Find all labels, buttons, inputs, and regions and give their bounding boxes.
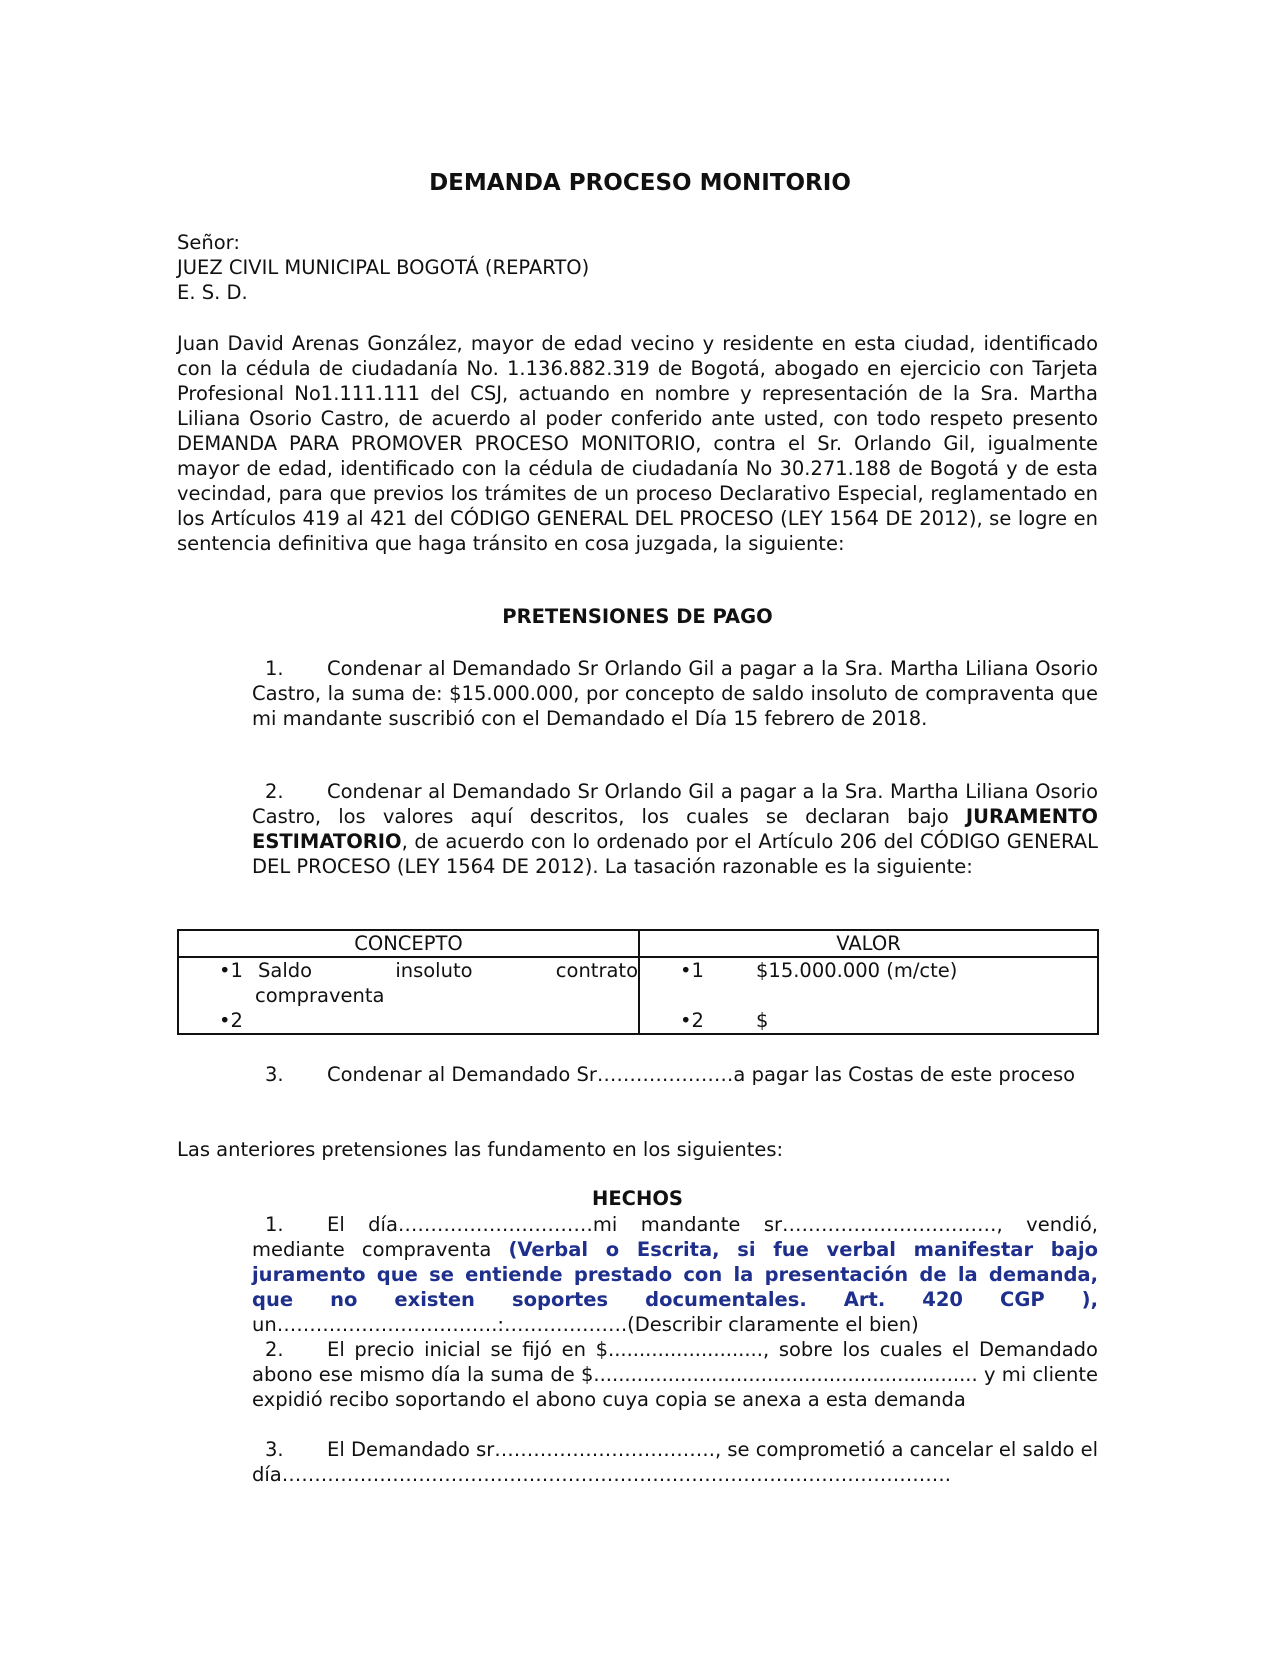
addressee-esd: E. S. D. (177, 281, 248, 304)
addressee-salutation: Señor: (177, 231, 240, 254)
pretension-3-text: Condenar al Demandado Sr…………………a pagar las Costas de este proceso (327, 1063, 1076, 1086)
pretension-1 (252, 656, 1098, 731)
hecho-3 (252, 1437, 1098, 1487)
pretension-2-bold: JURAMENTO ESTIMATORIO (252, 805, 1098, 853)
tasacion-table (177, 929, 1099, 1035)
hechos-heading: HECHOS (592, 1187, 683, 1210)
row-2-value: $ (756, 1009, 769, 1032)
header-concepto: CONCEPTO (178, 930, 639, 957)
pretensiones-heading: PRETENSIONES DE PAGO (502, 605, 773, 628)
hecho-1 (252, 1212, 1098, 1337)
pretension-2-text-b: , de acuerdo con lo ordenado por el Artículo 206 del CÓDIGO GENERAL DEL PROCESO (LEY 1564 DE 2012). La tasación razonable es la siguiente: (252, 830, 1098, 878)
row-2-bullet-left: •2 (219, 1009, 243, 1032)
hecho-1-note: (Verbal o Escrita, si fue verbal manifestar bajo juramento que se entiende prestado con la presentación de la demanda, que no existen soportes documentales. Art. 420 CGP ), (252, 1238, 1098, 1311)
hecho-2 (252, 1337, 1098, 1412)
pretension-2-text-a: Condenar al Demandado Sr Orlando Gil a pagar a la Sra. Martha Liliana Osorio Castro, los valores aquí descritos, los cuales se declaran bajo (252, 780, 1098, 828)
addressee-court: JUEZ CIVIL MUNICIPAL BOGOTÁ (REPARTO) (177, 256, 590, 279)
pretension-1-text: Condenar al Demandado Sr Orlando Gil a pagar a la Sra. Martha Liliana Osorio Castro, la suma de: $15.000.000, por concepto de saldo insoluto de compraventa que mi mandante suscribió con el Demandado el Día 15 febrero de 2018. (252, 657, 1098, 730)
hecho-3-number: 3. (265, 1438, 284, 1461)
pretension-2-number: 2. (265, 780, 284, 803)
pretension-3-number: 3. (265, 1063, 284, 1086)
hecho-1-text-b: un…………………………….:……………….(Describir claramente el bien) (252, 1313, 919, 1336)
row-1-concept-line2: compraventa (255, 984, 385, 1007)
pretension-3 (252, 1062, 1098, 1087)
hecho-1-text-a: El día…………………………mi mandante sr……………………………, vendió, mediante compraventa (252, 1213, 1098, 1261)
addressee (177, 230, 1098, 305)
hecho-3-text: El Demandado sr……………………………., se comprometió a cancelar el saldo el día…………………………………………………………………………………………. (252, 1438, 1098, 1486)
hecho-2-number: 2. (265, 1338, 284, 1361)
row-1-bullet-left: •1 (219, 959, 243, 982)
concept-cell (178, 957, 639, 1033)
row-1-concept-line1: Saldo insoluto contrato (258, 959, 638, 982)
pretension-1-number: 1. (265, 657, 284, 680)
value-cell (639, 957, 1098, 1033)
fundamento-line: Las anteriores pretensiones las fundamento en los siguientes: (177, 1138, 784, 1161)
hecho-1-number: 1. (265, 1213, 284, 1236)
row-1-bullet-right: •1 (680, 959, 704, 982)
document-title: DEMANDA PROCESO MONITORIO (429, 170, 851, 196)
row-1-value: $15.000.000 (m/cte) (756, 959, 958, 982)
pretension-2 (252, 779, 1098, 879)
table-header-row (178, 930, 1098, 957)
table-row (178, 957, 1098, 1033)
intro-paragraph: Juan David Arenas González, mayor de edad vecino y residente en esta ciudad, identificado con la cédula de ciudadanía No. 1.136.882.319 de Bogotá, abogado en ejercicio con Tarjeta Profesional No1.111.111 del CSJ, actuando en nombre y representación de la Sra. Martha Liliana Osorio Castro, de acuerdo al poder conferido ante usted, con todo respeto presento DEMANDA PARA PROMOVER PROCESO MONITORIO, contra el Sr. Orlando Gil, igualmente mayor de edad, identificado con la cédula de ciudadanía No 30.271.188 de Bogotá y de esta vecindad, para que previos los trámites de un proceso Declarativo Especial, reglamentado en los Artículos 419 al 421 del CÓDIGO GENERAL DEL PROCESO (LEY 1564 DE 2012), se logre en sentencia definitiva que haga tránsito en cosa juzgada, la siguiente: (177, 332, 1098, 555)
row-2-bullet-right: •2 (680, 1009, 704, 1032)
header-valor: VALOR (639, 930, 1098, 957)
hecho-2-text: El precio inicial se fijó en $........................., sobre los cuales el Demandado abono ese mismo día la suma de $.............................................................. y mi cliente expidió recibo soportando el abono cuya copia se anexa a esta demanda (252, 1338, 1098, 1411)
